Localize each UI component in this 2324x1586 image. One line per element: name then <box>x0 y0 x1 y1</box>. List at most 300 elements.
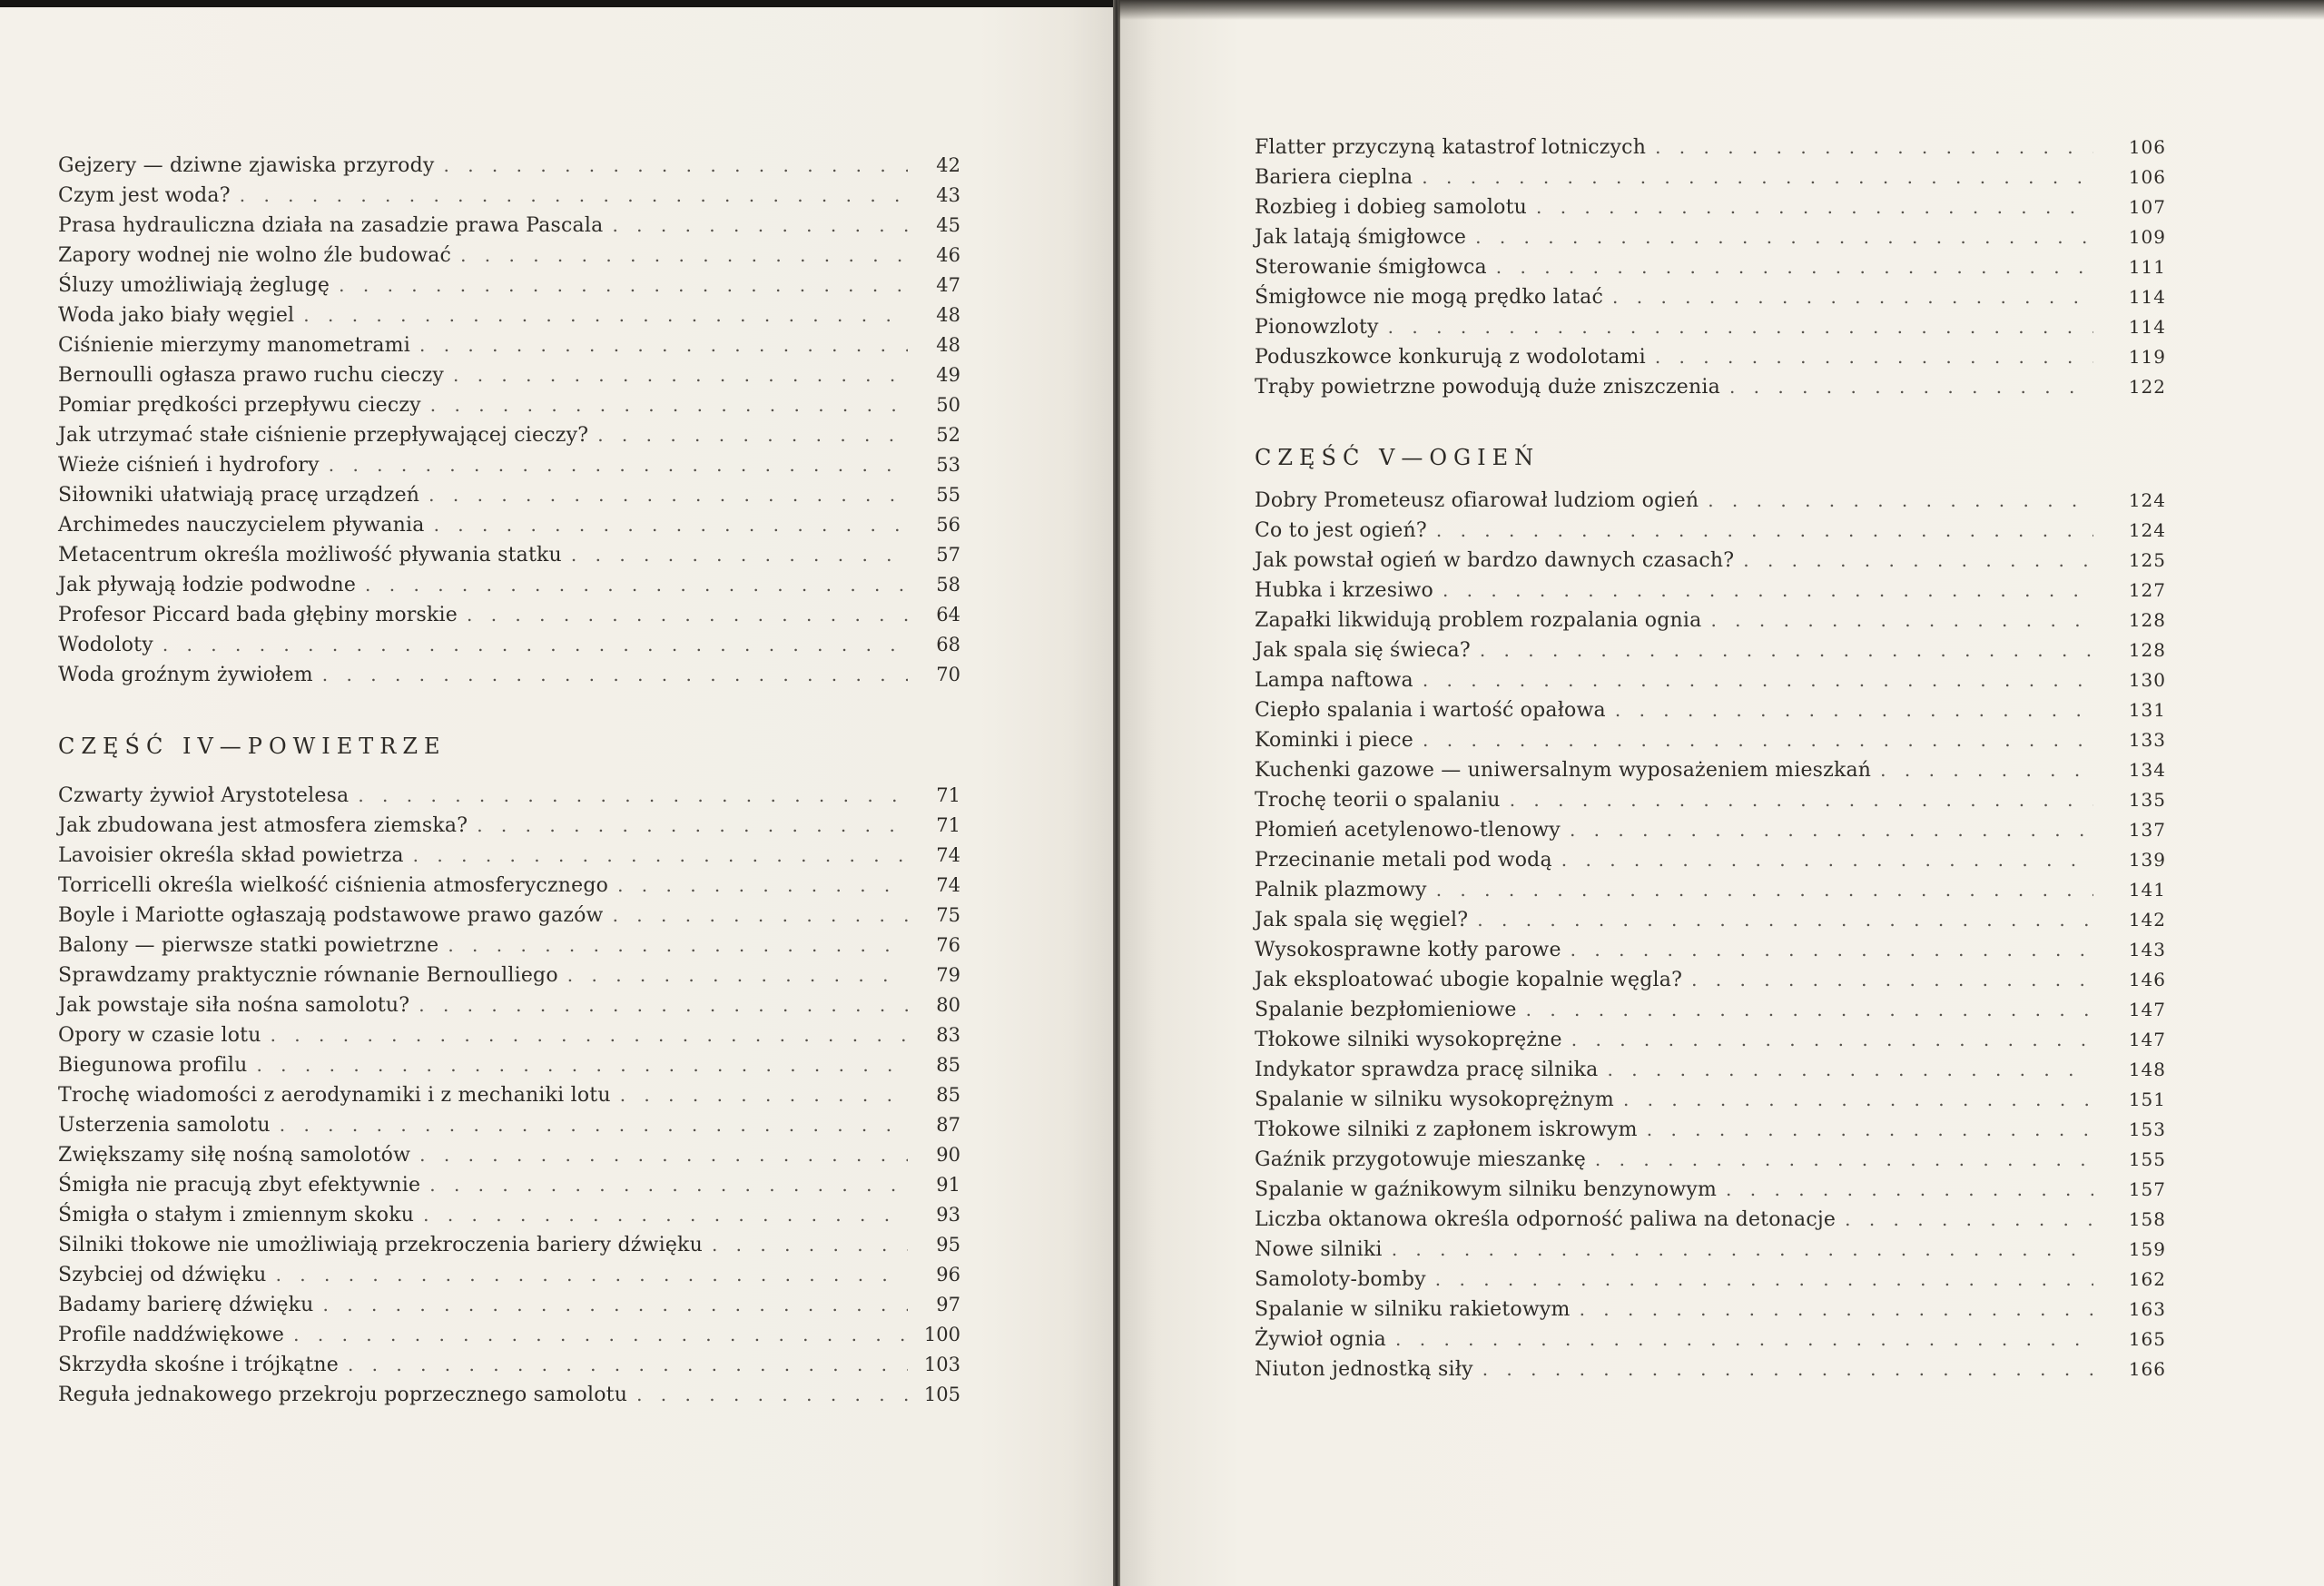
toc-entry-title: Pionowzloty <box>1255 316 1379 339</box>
toc-entry-page-number: 71 <box>936 814 960 836</box>
toc-entry <box>58 630 960 660</box>
dot-leader <box>429 1170 908 1200</box>
dot-leader <box>1395 1325 2093 1355</box>
toc-entry <box>1255 1295 2166 1325</box>
toc-entry-title: Torricelli określa wielkość ciśnienia atmosferycznego <box>58 874 609 897</box>
toc-entry-title: Nowe silniki <box>1255 1238 1383 1261</box>
toc-entry-page-number: 74 <box>936 844 960 866</box>
toc-entry <box>1255 845 2166 875</box>
toc-entry-page-number: 128 <box>2128 609 2166 631</box>
toc-entry-page-number: 124 <box>2128 489 2166 511</box>
toc-entry <box>1255 995 2166 1025</box>
toc-entry-page-number: 107 <box>2128 196 2166 218</box>
toc-entry <box>58 1080 960 1110</box>
toc-entry-title: Dobry Prometeusz ofiarował ludziom ogień <box>1255 489 1699 512</box>
toc-entry-page-number: 158 <box>2128 1208 2166 1230</box>
toc-entry-page-number: 114 <box>2128 316 2166 338</box>
dot-leader <box>617 871 908 901</box>
dot-leader <box>1480 635 2093 665</box>
toc-entry-page-number: 163 <box>2128 1298 2166 1320</box>
toc-entry <box>58 1380 960 1410</box>
toc-entry <box>1255 755 2166 785</box>
dot-leader <box>348 1350 908 1380</box>
dot-leader <box>339 271 908 300</box>
toc-entry-title: Śmigła nie pracują zbyt efektywnie <box>58 1174 421 1197</box>
toc-entry <box>58 990 960 1020</box>
toc-entry-title: Woda jako biały węgiel <box>58 304 295 327</box>
dot-leader <box>271 1020 908 1050</box>
dot-leader <box>1710 606 2093 635</box>
toc-entry <box>58 480 960 510</box>
toc-entry-title: Śmigłowce nie mogą prędko latać <box>1255 286 1604 309</box>
dot-leader <box>1475 222 2093 252</box>
toc-entry-title: Czwarty żywioł Arystotelesa <box>58 784 350 807</box>
dot-leader <box>1608 1055 2094 1085</box>
toc-entry <box>1255 905 2166 935</box>
toc-entry-title: Jak powstaje siła nośna samolotu? <box>58 994 410 1017</box>
dot-leader <box>567 960 908 990</box>
toc-entry <box>1255 486 2166 516</box>
toc-entry-title: Spalanie bezpłomieniowe <box>1255 999 1517 1021</box>
toc-entry-page-number: 56 <box>936 514 960 536</box>
dot-leader <box>240 181 908 211</box>
toc-entry-page-number: 127 <box>2128 579 2166 601</box>
toc-entry-title: Jak zbudowana jest atmosfera ziemska? <box>58 814 468 837</box>
dot-leader <box>1655 342 2093 372</box>
toc-entry <box>1255 635 2166 665</box>
toc-entry-title: Bariera cieplna <box>1255 166 1413 189</box>
dot-leader <box>1388 312 2093 342</box>
toc-entry-title: Spalanie w gaźnikowym silniku benzynowym <box>1255 1178 1718 1201</box>
toc-entry <box>1255 1085 2166 1115</box>
toc-entry-page-number: 96 <box>936 1264 960 1286</box>
toc-entry-title: Gejzery — dziwne zjawiska przyrody <box>58 154 435 177</box>
toc-entry-page-number: 111 <box>2128 256 2166 278</box>
toc-entry <box>58 390 960 420</box>
dot-leader <box>1708 486 2093 516</box>
toc-entry <box>1255 1325 2166 1355</box>
toc-entry <box>1255 935 2166 965</box>
toc-entry-page-number: 49 <box>936 364 960 386</box>
toc-entry-page-number: 114 <box>2128 286 2166 308</box>
dot-leader <box>1743 546 2093 576</box>
toc-entry-title: Woda groźnym żywiołem <box>58 664 313 686</box>
dot-leader <box>460 241 908 271</box>
toc-entry-title: Jak spala się węgiel? <box>1255 909 1469 931</box>
toc-entry <box>1255 1205 2166 1235</box>
toc-entry <box>58 1290 960 1320</box>
toc-entry <box>58 660 960 690</box>
toc-entry <box>1255 133 2166 163</box>
toc-entry-page-number: 50 <box>936 394 960 416</box>
toc-entry-title: Jak powstał ogień w bardzo dawnych czasach? <box>1255 549 1735 572</box>
toc-entry <box>58 1350 960 1380</box>
toc-entry-title: Trąby powietrzne powodują duże zniszczenia <box>1255 376 1720 399</box>
toc-entry <box>1255 1265 2166 1295</box>
toc-entry <box>1255 342 2166 372</box>
toc-entry <box>58 1200 960 1230</box>
toc-entry <box>1255 1235 2166 1265</box>
book-gutter <box>1113 0 1120 1586</box>
dot-leader <box>1392 1235 2093 1265</box>
dot-leader <box>597 420 908 450</box>
left-page <box>0 0 1113 1586</box>
dot-leader <box>1477 905 2093 935</box>
dot-leader <box>1623 1085 2093 1115</box>
dot-leader <box>329 450 908 480</box>
toc-entry-title: Archimedes nauczycielem pływania <box>58 514 425 537</box>
toc-entry <box>58 241 960 271</box>
toc-entry-page-number: 141 <box>2128 879 2166 901</box>
toc-entry-page-number: 71 <box>936 784 960 806</box>
toc-entry-page-number: 68 <box>936 634 960 655</box>
toc-entry-page-number: 142 <box>2128 909 2166 931</box>
toc-entry <box>1255 1145 2166 1175</box>
dot-leader <box>1435 1265 2093 1295</box>
toc-entry <box>1255 192 2166 222</box>
dot-leader <box>419 990 908 1020</box>
toc-entry-title: Zapałki likwidują problem rozpalania ognia <box>1255 609 1702 632</box>
dot-leader <box>413 841 908 871</box>
dot-leader <box>419 330 908 360</box>
dot-leader <box>322 660 908 690</box>
dot-leader <box>1423 665 2093 695</box>
toc-entry-page-number: 165 <box>2128 1328 2166 1350</box>
toc-entry-page-number: 157 <box>2128 1178 2166 1200</box>
dot-leader <box>1726 1175 2093 1205</box>
dot-leader <box>453 360 908 390</box>
toc-entry <box>1255 312 2166 342</box>
dot-leader <box>636 1380 908 1410</box>
toc-entry-title: Rozbieg i dobieg samolotu <box>1255 196 1527 219</box>
toc-entry <box>58 570 960 600</box>
toc-entry-page-number: 57 <box>936 544 960 566</box>
toc-entry-page-number: 93 <box>936 1204 960 1226</box>
toc-entry-page-number: 131 <box>2128 699 2166 721</box>
dot-leader <box>365 570 908 600</box>
toc-entry <box>58 1050 960 1080</box>
toc-entry <box>1255 665 2166 695</box>
toc-entry-page-number: 97 <box>936 1294 960 1315</box>
toc-entry-title: Balony — pierwsze statki powietrzne <box>58 934 439 957</box>
toc-entry-title: Silniki tłokowe nie umożliwiają przekroczenia bariery dźwięku <box>58 1234 703 1256</box>
toc-entry-page-number: 90 <box>936 1144 960 1166</box>
toc-entry-title: Metacentrum określa możliwość pływania statku <box>58 544 562 566</box>
toc-entry-page-number: 135 <box>2128 789 2166 811</box>
toc-entry-page-number: 91 <box>936 1174 960 1196</box>
dot-leader <box>256 1050 908 1080</box>
dot-leader <box>1655 133 2093 163</box>
dot-leader <box>1423 725 2093 755</box>
toc-entry <box>58 300 960 330</box>
dot-leader <box>1845 1205 2093 1235</box>
toc-entry <box>1255 785 2166 815</box>
dot-leader <box>620 1080 908 1110</box>
dot-leader <box>1615 695 2093 725</box>
dot-leader <box>358 781 908 811</box>
toc-entry-page-number: 119 <box>2128 346 2166 368</box>
toc-entry-title: Jak latają śmigłowce <box>1255 226 1467 249</box>
toc-entry-page-number: 109 <box>2128 226 2166 248</box>
toc-entry-page-number: 48 <box>936 304 960 326</box>
toc-entry-page-number: 103 <box>923 1354 960 1375</box>
toc-entry-title: Tłokowe silniki wysokoprężne <box>1255 1029 1562 1051</box>
toc-entry-page-number: 100 <box>923 1324 960 1345</box>
dot-leader <box>293 1320 908 1350</box>
toc-entry-page-number: 42 <box>936 154 960 176</box>
toc-entry <box>1255 606 2166 635</box>
toc-entry-title: Ciepło spalania i wartość opałowa <box>1255 699 1606 722</box>
toc-entry-title: Zapory wodnej nie wolno źle budować <box>58 244 452 267</box>
dot-leader <box>448 931 908 960</box>
toc-entry-title: Zwiększamy siłę nośną samolotów <box>58 1144 411 1167</box>
toc-entry-page-number: 58 <box>936 574 960 596</box>
toc-entry <box>1255 1055 2166 1085</box>
toc-entry <box>1255 1115 2166 1145</box>
toc-entry <box>1255 516 2166 546</box>
dot-leader <box>571 540 908 570</box>
toc-entry-page-number: 52 <box>936 424 960 446</box>
toc-entry-title: Ciśnienie mierzymy manometrami <box>58 334 410 357</box>
dot-leader <box>1443 576 2093 606</box>
toc-entry-page-number: 45 <box>936 214 960 236</box>
toc-entry-title: Śluzy umożliwiają żeglugę <box>58 274 330 297</box>
toc-list-part-iv-cont <box>1255 133 2166 402</box>
dot-leader <box>1510 785 2093 815</box>
dot-leader <box>1571 1025 2093 1055</box>
toc-entry-page-number: 95 <box>936 1234 960 1256</box>
toc-entry-title: Wysokosprawne kotły parowe <box>1255 939 1561 961</box>
dot-leader <box>1536 192 2093 222</box>
toc-entry-title: Lavoisier określa skład powietrza <box>58 844 404 867</box>
toc-entry-title: Liczba oktanowa określa odporność paliwa na detonacje <box>1255 1208 1837 1231</box>
toc-entry <box>1255 875 2166 905</box>
toc-entry-page-number: 43 <box>936 184 960 206</box>
toc-entry-title: Indykator sprawdza pracę silnika <box>1255 1059 1599 1081</box>
toc-entry-page-number: 128 <box>2128 639 2166 661</box>
toc-entry-page-number: 85 <box>936 1054 960 1076</box>
toc-entry <box>1255 163 2166 192</box>
toc-entry-page-number: 47 <box>936 274 960 296</box>
toc-entry <box>58 181 960 211</box>
dot-leader <box>162 630 908 660</box>
toc-entry-title: Wieże ciśnień i hydrofory <box>58 454 320 477</box>
toc-entry-page-number: 46 <box>936 244 960 266</box>
toc-entry-page-number: 139 <box>2128 849 2166 871</box>
toc-entry-page-number: 147 <box>2128 999 2166 1020</box>
toc-entry <box>1255 546 2166 576</box>
toc-entry-page-number: 122 <box>2128 376 2166 398</box>
dot-leader <box>423 1200 908 1230</box>
toc-entry-title: Płomień acetylenowo-tlenowy <box>1255 819 1561 842</box>
dot-leader <box>1595 1145 2093 1175</box>
dot-leader <box>1496 252 2093 282</box>
toc-entry-title: Czym jest woda? <box>58 184 231 207</box>
toc-entry-title: Gaźnik przygotowuje mieszankę <box>1255 1148 1586 1171</box>
dot-leader <box>444 151 909 181</box>
toc-entry-title: Profesor Piccard bada głębiny morskie <box>58 604 458 626</box>
toc-list-part-v <box>1255 486 2166 1384</box>
toc-entry-page-number: 74 <box>936 874 960 896</box>
toc-entry-page-number: 133 <box>2128 729 2166 751</box>
toc-entry <box>58 1230 960 1260</box>
dot-leader <box>1691 965 2093 995</box>
toc-list-part-iii-end <box>58 151 960 690</box>
dot-leader <box>276 1260 908 1290</box>
toc-entry-title: Palnik plazmowy <box>1255 879 1427 901</box>
toc-entry-page-number: 125 <box>2128 549 2166 571</box>
toc-entry <box>1255 1355 2166 1384</box>
toc-entry <box>58 1110 960 1140</box>
toc-entry <box>58 420 960 450</box>
dot-leader <box>1580 1295 2093 1325</box>
toc-entry-title: Jak utrzymać stałe ciśnienie przepływającej cieczy? <box>58 424 589 447</box>
toc-entry-title: Co to jest ogień? <box>1255 519 1427 542</box>
toc-entry-title: Opory w czasie lotu <box>58 1024 261 1047</box>
toc-entry-title: Trochę wiadomości z aerodynamiki i z mechaniki lotu <box>58 1084 611 1107</box>
toc-entry-page-number: 146 <box>2128 969 2166 990</box>
toc-entry <box>58 1320 960 1350</box>
dot-leader <box>1526 995 2093 1025</box>
toc-entry <box>1255 576 2166 606</box>
toc-entry-title: Lampa naftowa <box>1255 669 1413 692</box>
dot-leader <box>1570 815 2093 845</box>
toc-entry-page-number: 87 <box>936 1114 960 1136</box>
toc-entry-title: Jak pływają łodzie podwodne <box>58 574 357 596</box>
toc-entry-title: Przecinanie metali pod wodą <box>1255 849 1552 872</box>
toc-entry-page-number: 53 <box>936 454 960 476</box>
toc-entry <box>1255 1025 2166 1055</box>
toc-entry-title: Pomiar prędkości przepływu cieczy <box>58 394 421 417</box>
toc-entry-title: Reguła jednakowego przekroju poprzecznego samolotu <box>58 1384 628 1406</box>
dot-leader <box>612 211 908 241</box>
toc-entry-title: Badamy barierę dźwięku <box>58 1294 314 1316</box>
dot-leader <box>1436 516 2093 546</box>
toc-entry <box>58 811 960 841</box>
toc-entry <box>1255 252 2166 282</box>
toc-entry <box>1255 282 2166 312</box>
dot-leader <box>1482 1355 2093 1384</box>
toc-entry-page-number: 151 <box>2128 1089 2166 1110</box>
toc-entry-page-number: 79 <box>936 964 960 986</box>
dot-leader <box>419 1140 908 1170</box>
toc-entry-title: Flatter przyczyną katastrof lotniczych <box>1255 136 1647 159</box>
toc-entry-title: Siłowniki ułatwiają pracę urządzeń <box>58 484 420 507</box>
toc-entry <box>58 510 960 540</box>
toc-entry-title: Prasa hydrauliczna działa na zasadzie prawa Pascala <box>58 214 604 237</box>
dot-leader <box>428 480 908 510</box>
toc-entry-page-number: 166 <box>2128 1358 2166 1380</box>
toc-entry <box>1255 1175 2166 1205</box>
top-edge-shadow <box>1118 0 2324 20</box>
toc-entry-title: Profile naddźwiękowe <box>58 1324 285 1346</box>
toc-entry-title: Niuton jednostką siły <box>1255 1358 1473 1381</box>
toc-entry-page-number: 155 <box>2128 1148 2166 1170</box>
toc-entry-page-number: 83 <box>936 1024 960 1046</box>
toc-entry-page-number: 85 <box>936 1084 960 1106</box>
toc-entry-page-number: 134 <box>2128 759 2166 781</box>
toc-entry-page-number: 143 <box>2128 939 2166 960</box>
toc-entry <box>58 271 960 300</box>
dot-leader <box>477 811 908 841</box>
toc-entry-page-number: 105 <box>923 1384 960 1405</box>
toc-entry-page-number: 148 <box>2128 1059 2166 1080</box>
toc-entry <box>58 151 960 181</box>
toc-entry <box>58 871 960 901</box>
toc-entry-title: Śmigła o stałym i zmiennym skoku <box>58 1204 415 1226</box>
toc-entry-title: Jak eksploatować ubogie kopalnie węgla? <box>1255 969 1683 991</box>
toc-entry-page-number: 162 <box>2128 1268 2166 1290</box>
toc-entry <box>58 781 960 811</box>
toc-entry <box>58 1140 960 1170</box>
toc-entry-page-number: 147 <box>2128 1029 2166 1050</box>
dot-leader <box>323 1290 908 1320</box>
dot-leader <box>280 1110 908 1140</box>
toc-entry-page-number: 70 <box>936 664 960 685</box>
toc-entry-title: Spalanie w silniku rakietowym <box>1255 1298 1571 1321</box>
toc-entry <box>58 450 960 480</box>
toc-entry-page-number: 55 <box>936 484 960 506</box>
toc-entry-page-number: 64 <box>936 604 960 626</box>
toc-entry-title: Spalanie w silniku wysokoprężnym <box>1255 1089 1614 1111</box>
toc-entry-title: Hubka i krzesiwo <box>1255 579 1433 602</box>
toc-entry-page-number: 106 <box>2128 166 2166 188</box>
toc-entry <box>58 600 960 630</box>
toc-entry-page-number: 48 <box>936 334 960 356</box>
dot-leader <box>1436 875 2093 905</box>
toc-entry <box>58 931 960 960</box>
toc-entry-title: Kominki i piece <box>1255 729 1414 752</box>
toc-entry-title: Sterowanie śmigłowca <box>1255 256 1487 279</box>
toc-entry-page-number: 75 <box>936 904 960 926</box>
toc-entry-title: Poduszkowce konkurują z wodolotami <box>1255 346 1646 369</box>
toc-entry-title: Boyle i Mariotte ogłaszają podstawowe prawo gazów <box>58 904 604 927</box>
toc-entry <box>1255 965 2166 995</box>
dot-leader <box>1612 282 2093 312</box>
dot-leader <box>434 510 908 540</box>
toc-entry-title: Skrzydła skośne i trójkątne <box>58 1354 339 1376</box>
dot-leader <box>1571 935 2093 965</box>
toc-entry <box>58 540 960 570</box>
toc-entry <box>58 360 960 390</box>
toc-entry-title: Bernoulli ogłasza prawo ruchu cieczy <box>58 364 444 387</box>
toc-entry <box>1255 222 2166 252</box>
toc-entry-title: Wodoloty <box>58 634 153 656</box>
toc-entry-page-number: 80 <box>936 994 960 1016</box>
toc-entry-title: Usterzenia samolotu <box>58 1114 271 1137</box>
toc-entry-title: Żywioł ognia <box>1255 1328 1387 1351</box>
toc-entry-title: Trochę teorii o spalaniu <box>1255 789 1501 812</box>
dot-leader <box>712 1230 908 1260</box>
toc-entry <box>58 841 960 871</box>
dot-leader <box>1647 1115 2093 1145</box>
toc-entry <box>58 901 960 931</box>
dot-leader <box>430 390 908 420</box>
dot-leader <box>467 600 908 630</box>
toc-list-part-iv <box>58 781 960 1410</box>
toc-entry-page-number: 153 <box>2128 1118 2166 1140</box>
toc-entry <box>1255 725 2166 755</box>
dot-leader <box>1561 845 2093 875</box>
dot-leader <box>303 300 908 330</box>
toc-entry-page-number: 159 <box>2128 1238 2166 1260</box>
toc-entry-page-number: 130 <box>2128 669 2166 691</box>
section-heading-part-iv: CZĘŚĆ IV—POWIETRZE <box>58 734 447 759</box>
toc-entry-page-number: 76 <box>936 934 960 956</box>
toc-entry-title: Tłokowe silniki z zapłonem iskrowym <box>1255 1118 1638 1141</box>
section-heading-part-v: CZĘŚĆ V—OGIEŃ <box>1255 445 1541 470</box>
toc-entry-title: Jak spala się świeca? <box>1255 639 1471 662</box>
